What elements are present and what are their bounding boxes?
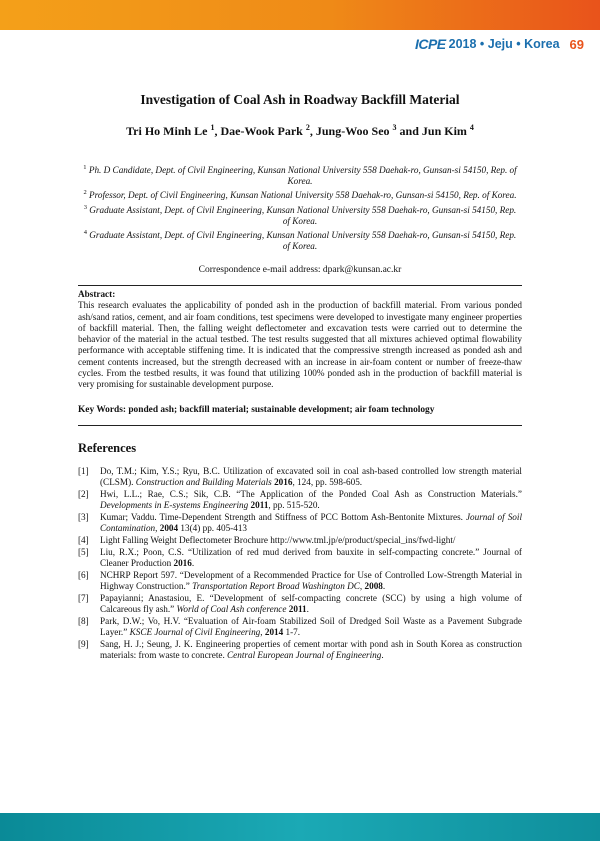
reference-item xyxy=(78,489,522,511)
affiliation-text: Graduate Assistant, Dept. of Civil Engineering, Kunsan National University 558 Daehak-ro, Gunsan-si 54150, Rep. of Korea. xyxy=(87,230,517,252)
reference-text xyxy=(100,547,522,569)
affiliation xyxy=(80,202,520,227)
reference-text xyxy=(100,616,522,638)
affiliation-text: Graduate Assistant, Dept. of Civil Engineering, Kunsan National University 558 Daehak-ro, Gunsan-si 54150, Rep. of Korea. xyxy=(87,204,517,226)
reference-number: [8] xyxy=(78,615,89,626)
abstract-text: This research evaluates the applicability of ponded ash in the production of backfill material. From various ponded ash/sand ratios, cement, and air foam conditions, test specimens were developed to investigate many engineer properties of backfill material. Then, the falling weight deflectometer and excavation tests were carried out to determine the behavior of the material in the actual testbed. The test results suggested that all mixtures achieved optimal flowability performance with acceptable stiffening time. It is indicated that the compressive strength increased as ponded ash and cement contents increased, but the strength decreased with an increase in air-foam content or number of freeze-thaw cycles. From the testbed results, it was found that utilizing 100% ponded ash in the production of backfill material is very promising for sustainable development purpose. xyxy=(78,300,522,390)
affiliation-sup: 1 xyxy=(83,164,87,171)
reference-text xyxy=(100,535,522,546)
top-banner xyxy=(0,0,600,30)
reference-fragment: . xyxy=(306,604,309,614)
reference-fragment: Liu, R.X.; Poon, C.S. “Utilization of red mud derived from bauxite in self-compacting concrete.” Journal of Cleaner Production xyxy=(100,546,522,568)
reference-fragment: NCHRP Report 597. “Development of a Recommended Practice for Use of Controlled Low-Strength Material in Highway Construction.” xyxy=(100,569,522,591)
author-sup: 1 xyxy=(210,123,215,132)
reference-fragment: Do, T.M.; Kim, Y.S.; Ryu, B.C. Utilization of excavated soil in coal ash-based controlled low strength material (CLSM). xyxy=(100,466,522,488)
reference-fragment: Developments in E-systems Engineering xyxy=(100,500,249,511)
reference-list xyxy=(78,466,522,662)
reference-fragment: 2004 xyxy=(159,523,179,534)
author-name: Tri Ho Minh Le xyxy=(126,124,211,138)
affiliation-sup: 4 xyxy=(83,229,87,237)
abstract-heading: Abstract: xyxy=(78,289,116,299)
reference-text xyxy=(100,639,522,661)
reference-fragment: 2016 xyxy=(173,558,192,568)
reference-number: [7] xyxy=(78,592,89,603)
reference-item xyxy=(78,593,522,615)
reference-fragment: Kumar; Vaddu. Time-Dependent Strength and Stiffness of PCC Bottom Ash-Bentonite Mixtures. xyxy=(100,512,466,522)
reference-item xyxy=(78,512,522,534)
reference-number: [1] xyxy=(78,466,89,476)
reference-fragment: , xyxy=(155,523,160,534)
reference-fragment: , xyxy=(260,627,265,637)
reference-item xyxy=(78,466,522,488)
affiliation xyxy=(80,227,520,252)
affiliation-sup: 3 xyxy=(83,203,87,211)
reference-fragment: 1-7. xyxy=(283,627,301,637)
author-name: Dae-Wook Park xyxy=(220,124,306,138)
author-separator: and xyxy=(396,124,422,138)
reference-fragment: . xyxy=(382,581,386,591)
reference-fragment: 2011 xyxy=(288,604,307,614)
reference-item xyxy=(78,570,522,592)
reference-fragment: Sang, H. J.; Seung, J. K. Engineering properties of cement mortar with pond ash in South Korea as construction materials: from waste to concrete. xyxy=(100,638,522,660)
reference-number: [5] xyxy=(78,546,89,557)
reference-fragment: Park, D.W.; Vo, H.V. “Evaluation of Air-foam Stabilized Soil of Dredged Soil Waste as a Pavement Subgrade Layer.” xyxy=(100,615,522,637)
reference-item xyxy=(78,616,522,638)
reference-fragment: . xyxy=(381,650,384,660)
reference-fragment: Light Falling Weight Deflectometer Brochure http://www.tml.jp/e/product/special_ins/fwd-light/ xyxy=(100,535,456,545)
divider-bottom xyxy=(78,425,522,426)
reference-fragment: World of Coal Ash conference xyxy=(176,604,287,614)
reference-item xyxy=(78,547,522,569)
reference-number: [9] xyxy=(78,638,89,649)
divider-top xyxy=(78,285,522,286)
reference-fragment: , 124, pp. 598-605. xyxy=(292,477,363,488)
icpe-logo: ICPE xyxy=(414,36,446,52)
reference-fragment: . xyxy=(191,558,195,568)
reference-text xyxy=(100,512,522,534)
affiliation-text: Professor, Dept. of Civil Engineering, Kunsan National University 558 Daehak-ro, Gunsan-si 54150, Rep. of Korea. xyxy=(86,190,517,201)
author-sup: 2 xyxy=(305,123,310,132)
author-separator: , xyxy=(309,124,316,138)
reference-text xyxy=(100,489,522,511)
bottom-banner xyxy=(0,813,600,841)
reference-fragment: Papayianni; Anastasiou, E. “Development of self-compacting concrete (SCC) by using a high volume of Calcareous fly ash.” xyxy=(100,592,522,614)
reference-fragment: Central European Journal of Engineering xyxy=(227,650,382,660)
correspondence-email: Correspondence e-mail address: dpark@kunsan.ac.kr xyxy=(198,265,402,275)
author-separator: , xyxy=(214,124,221,138)
author-name: Jun Kim xyxy=(421,124,470,138)
reference-fragment: 13(4) pp. 405-413 xyxy=(178,523,248,534)
reference-number: [2] xyxy=(78,489,89,499)
reference-number: [6] xyxy=(78,569,89,580)
author-sup: 3 xyxy=(392,123,397,132)
reference-fragment: 2016 xyxy=(274,477,293,488)
references-heading: References xyxy=(78,441,137,455)
reference-item xyxy=(78,639,522,661)
paper-title: Investigation of Coal Ash in Roadway Backfill Material xyxy=(140,92,460,107)
affiliation xyxy=(80,187,520,201)
reference-item xyxy=(78,535,522,546)
affiliation-sup: 2 xyxy=(83,189,87,197)
page-number: 69 xyxy=(569,36,584,52)
reference-fragment: Journal of Soil Contamination xyxy=(100,512,522,534)
reference-text xyxy=(100,593,522,615)
reference-fragment: Transportation Report Broad Washington DC xyxy=(192,581,360,591)
author-list xyxy=(0,123,600,139)
reference-fragment: 2011 xyxy=(250,500,269,511)
affiliation xyxy=(80,162,520,187)
reference-text xyxy=(100,570,522,592)
reference-number: [3] xyxy=(78,512,89,522)
abstract-block xyxy=(78,289,522,391)
reference-fragment: , xyxy=(359,581,365,591)
reference-fragment: 2014 xyxy=(264,627,284,637)
reference-fragment: , pp. 515-520. xyxy=(268,500,320,511)
author-sup: 4 xyxy=(469,123,474,132)
conference-logo xyxy=(415,33,584,55)
reference-fragment: KSCE Journal of Civil Engineering xyxy=(129,627,261,637)
reference-fragment: 2008 xyxy=(364,581,383,591)
reference-fragment: Hwi, L.L.; Rae, C.S.; Sik, C.B. “The Application of the Ponded Coal Ash as Construction Materials.” xyxy=(100,489,522,499)
reference-fragment: Construction and Building Materials xyxy=(135,477,272,488)
affiliation-list xyxy=(80,162,520,253)
conference-label: 2018 • Jeju • Korea xyxy=(448,37,560,51)
keywords: Key Words: ponded ash; backfill material; sustainable development; air foam technology xyxy=(78,405,435,415)
reference-number: [4] xyxy=(78,535,89,545)
author-name: Jung-Woo Seo xyxy=(315,124,393,138)
reference-text xyxy=(100,466,522,488)
affiliation-text: Ph. D Candidate, Dept. of Civil Engineering, Kunsan National University 558 Daehak-ro, Gunsan-si 54150, Rep. of Korea. xyxy=(86,165,517,187)
